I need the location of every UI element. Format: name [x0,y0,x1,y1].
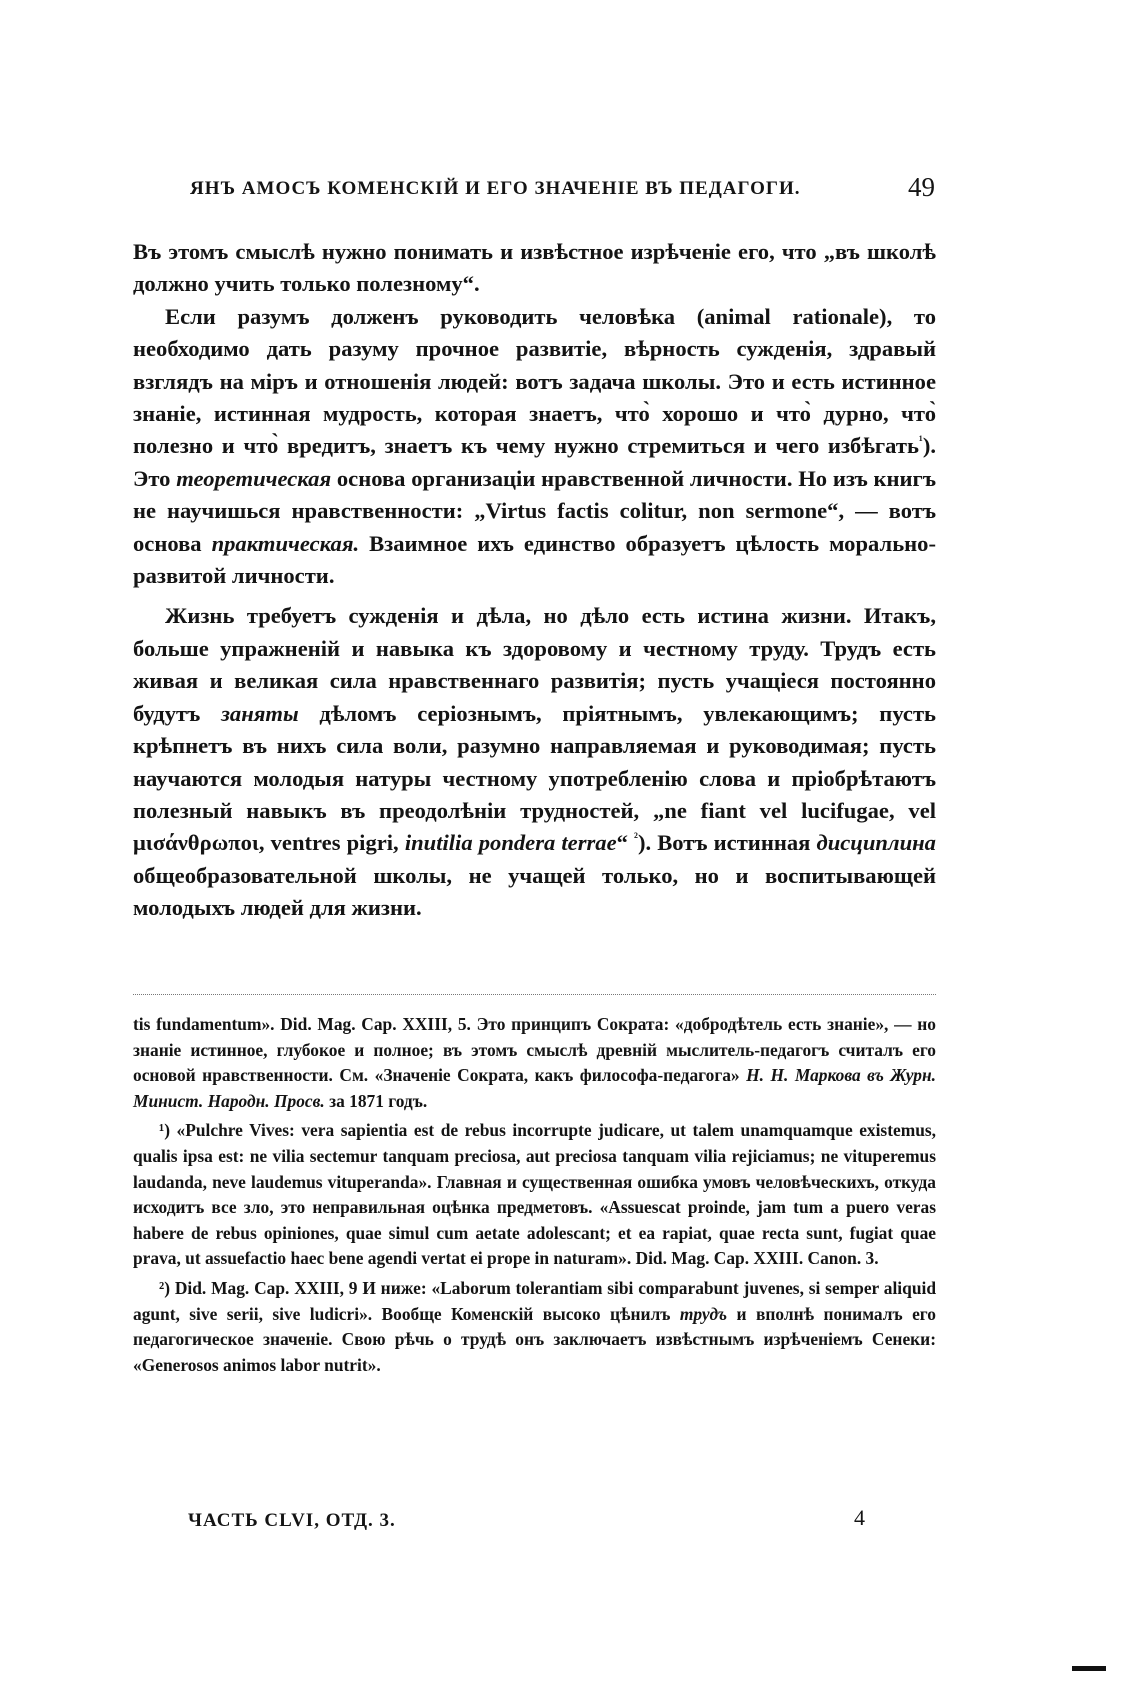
footnote-2 [133,1276,936,1378]
italic-span: теоретическая [176,465,332,491]
text-span: «Pulchre Vives: vera sapientia est de rebus incorrupte judicare, ut talem unamquamque existemus, qualis ipsa est: ne vilia sectemur tanquam preciosa, aut preciosa tanquam vilia rejiciamus; ne vituperemus laudanda, neve laudemus vituperanda». Главная и существенная ошибка умовъ человѣческихъ, откуда исходитъ все зло, это неправильная оцѣнка предметовъ. «Assuescat proinde, jam tum a puero veras habere de rebus opiniones, quae simul cum aetate adolescant; et ea rapiat, quae recta sunt, fugiat quae prava, ut assuefactio haec bene agendi vertat ei prope in naturam». Did. Mag. Cap. XXIII. Canon. 3. [133,1120,936,1269]
footnotes [133,1012,936,1378]
paragraph-2 [133,301,936,593]
running-head-title: ЯНЪ АМОСЪ КОМЕНСКІЙ И ЕГО ЗНАЧЕНІЕ ВЪ ПЕДАГОГИ. [190,178,801,199]
text-span: Если разумъ долженъ руководить человѣка (animal rationale), то необходимо дать разуму прочное развитіе, вѣрность сужденія, здравый взглядъ на міръ и отношенія людей: вотъ задача школы. Это и есть истинное знаніе, истинная мудрость, которая знаетъ, что̀ хорошо и что̀ дурно, что̀ полезно и что̀ вредитъ, знаетъ къ чему нужно стремиться и чего избѣгать [133,303,936,459]
footnote-1 [133,1118,936,1272]
italic-span: Н. Н. Маркова въ Журн. Минист. Народн. Просв. [133,1065,936,1111]
page-number: 49 [908,172,935,202]
italic-span: дисциплина [816,830,936,856]
text-span: основа организаціи нравственной личности. Но изъ книгъ не научишься нравственности: „Virtus factis colitur, non sermone“, — вотъ основа [133,465,936,556]
text-span: Did. Mag. Cap. XXIII, 9 И ниже: «Laborum tolerantiam sibi comparabunt juvenes, si semper aliquid agunt, sive serii, sive ludicri». Вообще Коменскій высоко цѣнилъ [133,1277,936,1324]
footnote-separator [133,994,936,995]
scan-edge-mark [1072,1666,1106,1671]
text-span: дѣломъ серіознымъ, пріятнымъ, увлекающимъ; пусть крѣпнетъ въ нихъ сила воли, разумно направляемая и руководимая; пусть научаются молодыя натуры честному употребленію слова и пріобрѣтаютъ полезный навыкъ въ преодолѣніи трудностей, „ne fiant vel lucifugae, vel μισάνθρωποι, ventres pigri, [133,700,936,856]
paragraph-1: Въ этомъ смыслѣ нужно понимать и извѣстное изрѣченіе его, что „въ школѣ должно учить только полезному“. [133,239,936,297]
italic-span: заняты [221,700,299,726]
text-span: и вполнѣ понималъ его педагогическое значеніе. Свою рѣчь о трудѣ онъ заключаетъ извѣстнымъ изрѣченіемъ Сенеки: «Generosos animos labor nutrit». [133,1303,936,1375]
printer-signature: ЧАСТЬ CLVI, ОТД. 3. [188,1510,396,1531]
footnote-mark: ¹) [159,1120,171,1141]
running-head [190,172,935,202]
text-span: ). Вотъ истинная [637,830,811,856]
italic-span: практическая. [211,530,360,556]
text-span: Жизнь требуетъ сужденія и дѣла, но дѣло есть истина жизни. Итакъ, больше упражненій и навыка къ здоровому и честному труду. Трудъ есть живая и великая сила нравственнаго развитія; пусть учащіеся постоянно будутъ [133,603,936,726]
paragraph-3 [133,600,936,924]
text-span: Взаимное ихъ единство образуетъ цѣлость морально-развитой личности. [133,530,936,589]
text-span: ). Это [133,433,936,491]
italic-span: inutilia pondera terrae [404,830,617,856]
text-span: за 1871 годъ. [329,1090,428,1111]
main-text [133,236,936,925]
footnote-ref-1: ¹ [918,432,923,448]
sheet-number: 4 [854,1505,865,1530]
footnote-continuation [133,1012,936,1114]
text-span: tis fundamentum». Did. Mag. Cap. XXIII, 5. Это принципъ Сократа: «добродѣтель есть знаніе», — но знаніе истинное, глубокое и полное; въ этомъ смыслѣ древній мыслитель-педагогъ считалъ его основой нравственности. См. «Значеніе Сократа, какъ философа-педагога» [133,1014,936,1086]
text-span: общеобразовательной школы, не учащей только, но и воспитывающей молодыхъ людей для жизни. [133,862,936,921]
footnote-ref-2: ² [634,829,638,845]
italic-span: трудъ [679,1303,728,1324]
text-span: “ [616,830,628,856]
footnote-mark: ²) [159,1277,171,1298]
